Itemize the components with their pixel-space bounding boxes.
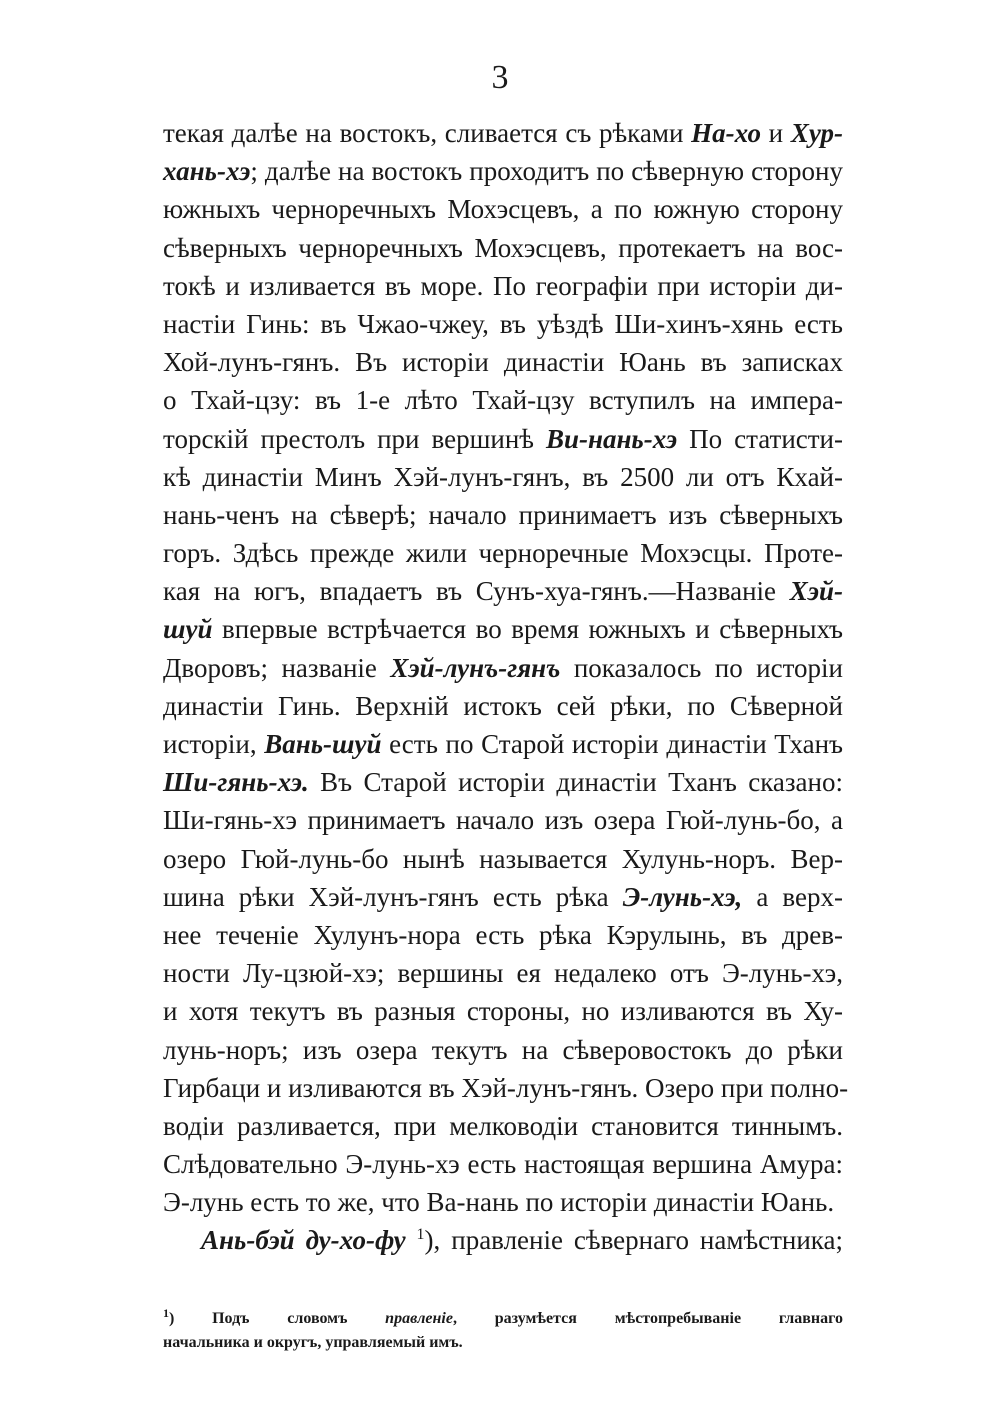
footnote-marker: 1 [163,1306,169,1320]
body-line [163,1221,843,1259]
text-run: есть по Старой исторіи династіи Тханъ [381,729,843,759]
body-line [163,152,843,190]
body-line [163,801,843,839]
text-run: сѣверныхъ черноречныхъ Мохэсцевъ, протекаетъ на вос- [163,232,843,263]
text-run: и хотя текутъ въ разныя стороны, но изливаются въ Ху- [163,996,843,1027]
body-line [163,496,843,534]
body-line [163,687,843,725]
text-run: о Тхай-цзу: въ 1-е лѣто Тхай-цзу вступилъ на импера- [163,385,843,416]
body-line [163,878,843,916]
text-run: токѣ и изливается въ море. По географіи при исторіи ди- [163,270,843,301]
text-run: исторіи, [163,729,265,759]
text-run: впервые встрѣчается во время южныхъ и сѣверныхъ [212,614,843,645]
text-run: Э-лунь есть то же, что Ва-нань по исторіи династіи Юань. [163,1187,835,1218]
body-line [163,1183,843,1221]
text-run: ), правленіе сѣвернаго намѣстника; [424,1225,843,1256]
body-line [163,458,843,496]
emphasized-name: Ви-нань-хэ [545,423,678,454]
body-line [163,305,843,343]
text-run: Слѣдовательно Э-лунь-хэ есть настоящая вершина Амура: [163,1149,843,1180]
text-run: Гирбаци и изливаются въ Хэй-лунъ-гянъ. Озеро при полно- [163,1072,849,1103]
text-run: ности Лу-цзюй-хэ; вершины ея недалеко отъ Э-лунь-хэ, [163,958,843,989]
text-run: Въ Старой исторіи династіи Тханъ сказано: [308,767,843,798]
footnote-line [163,1328,843,1358]
text-run: , разумѣется мѣстопребываніе главнаго [452,1310,843,1327]
text-run: По статисти- [677,423,843,454]
text-run: а верх- [742,881,844,912]
footnote-line [163,1298,843,1328]
emphasized-name: Э-лунь-хэ, [622,881,743,912]
body-line [163,1031,843,1069]
footnote [163,1298,843,1358]
body-line [163,954,843,992]
text-run: водіи разливается, при мелководіи становится тиннымъ. [163,1110,843,1141]
text-run: настіи Гинь: въ Чжао-чжеу, въ уѣздѣ Ши-хинъ-хянь есть [163,308,843,339]
body-line [163,992,843,1030]
text-run: Ши-гянь-хэ принимаетъ начало изъ озера Гюй-лунь-бо, а [163,805,843,836]
body-line [163,1145,843,1183]
body-line [163,763,843,801]
body-line [163,725,843,763]
text-run: ; далѣе на востокъ проходитъ по сѣверную сторону [250,156,843,187]
text-run: династіи Гинь. Верхній истокъ сей рѣки, по Сѣверной [163,690,843,721]
text-run: нань-ченъ на сѣверѣ; начало принимаетъ изъ сѣверныхъ [163,499,843,530]
text-run: кѣ династіи Минъ Хэй-лунъ-гянъ, въ 2500 ли отъ Кхай- [163,461,843,492]
body-line [163,1107,843,1145]
text-run: ) Подъ словомъ [169,1310,386,1327]
text-run: начальника и округъ, управляемый имъ. [163,1334,463,1351]
text-run: торскій престолъ при вершинѣ [163,423,546,454]
body-line [163,534,843,572]
body-line [163,114,843,152]
body-line [163,190,843,228]
body-line [163,229,843,267]
text-run: Дворовъ; названіе [163,652,391,683]
text-run: текая далѣе на востокъ, сливается съ рѣками [163,118,692,148]
emphasized-term: правленіе [385,1310,453,1327]
emphasized-name: Хэй- [789,576,843,607]
text-run: озеро Гюй-лунь-бо нынѣ называется Хулунь-норъ. Вер- [163,843,843,874]
emphasized-name: шуй [163,614,213,645]
text-run: кая на югъ, впадаетъ въ Сунъ-хуа-гянъ.—Названіе [163,576,790,607]
emphasized-name: Ши-гянь-хэ. [163,767,309,798]
text-run: и [760,118,791,148]
text-run: горъ. Здѣсь прежде жили черноречные Мохэсцы. Проте- [163,538,843,569]
body-line [163,840,843,878]
text-run [406,1225,417,1255]
text-run: южныхъ черноречныхъ Мохэсцевъ, а по южную сторону [163,194,843,225]
body-line [163,420,843,458]
emphasized-name: Вань-шуй [264,729,382,759]
body-line [163,381,843,419]
page-number: 3 [491,59,509,96]
emphasized-name: Хэй-лунъ-гянъ [390,652,561,683]
body-line [163,610,843,648]
footnote-reference: 1 [416,1226,425,1244]
text-run: показалось по исторіи [560,652,844,683]
emphasized-name: На-хо [691,118,761,148]
text-run: лунь-норъ; изъ озера текутъ на сѣверовостокъ до рѣки [163,1034,843,1065]
emphasized-name: Ань-бэй ду-хо-фу [201,1225,406,1256]
body-text [163,114,849,1260]
body-line [163,343,843,381]
text-run: нее теченіе Хулунъ-нора есть рѣка Кэрулынь, въ древ- [163,919,843,950]
text-run: Хой-лунъ-гянъ. Въ исторіи династіи Юань въ записках [163,347,843,378]
body-line [163,916,843,954]
body-line [163,267,843,305]
emphasized-name: Хур- [790,118,843,148]
text-run: шина рѣки Хэй-лунъ-гянъ есть рѣка [163,881,623,912]
body-line [163,649,843,687]
emphasized-name: хань-хэ [163,156,251,187]
body-line [163,572,843,610]
body-line [163,1069,849,1107]
